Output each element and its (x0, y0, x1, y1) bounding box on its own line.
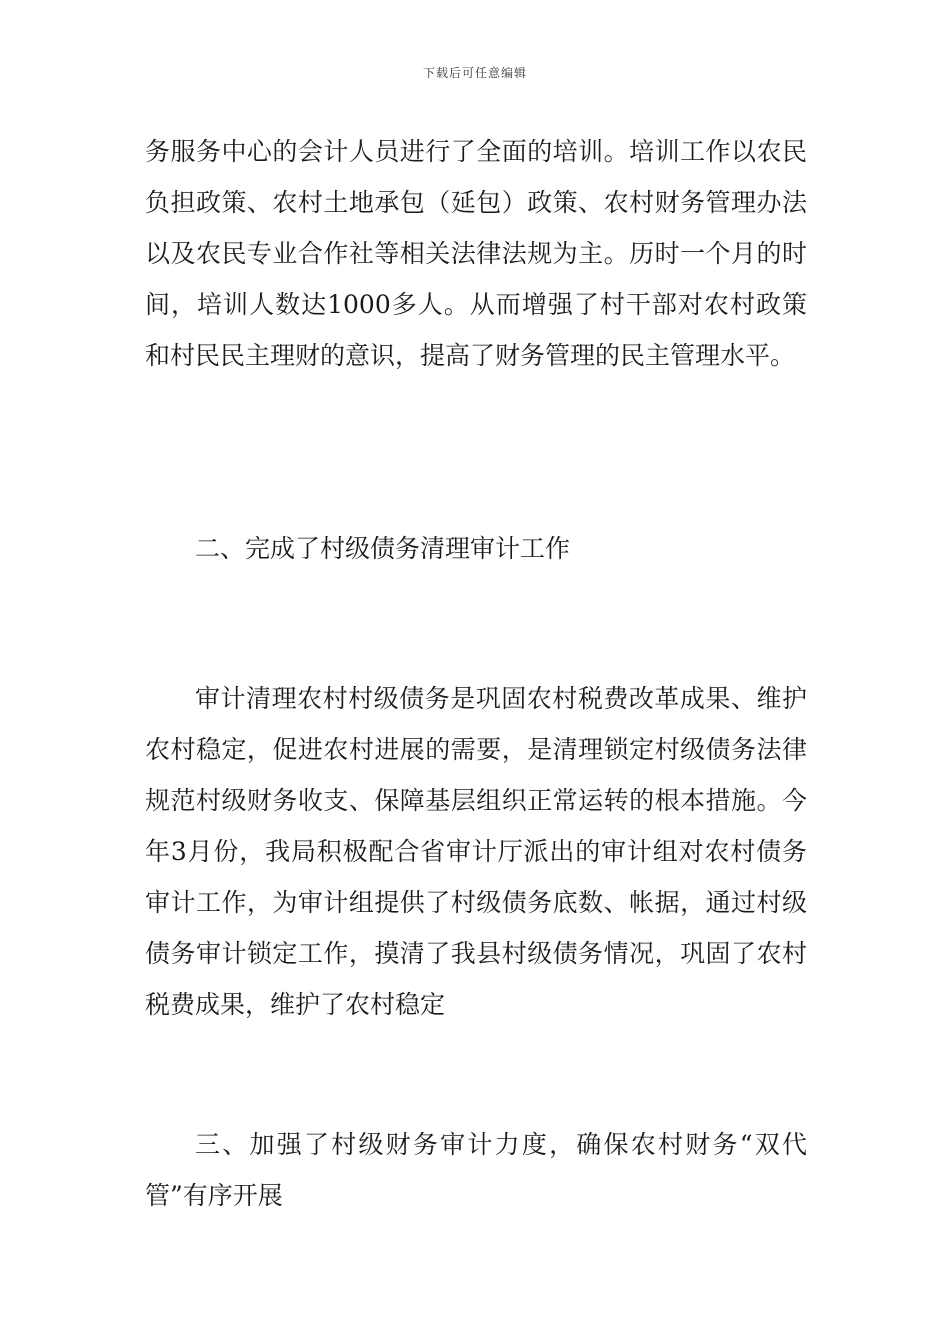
section-heading-debt-audit: 二、完成了村级债务清理审计工作 (195, 534, 571, 563)
section-heading-finance-audit: 三、加强了村级财务审计力度，确保农村财务“双代管”有序开展 (145, 1130, 807, 1210)
body-paragraph-training: 务服务中心的会计人员进行了全面的培训。培训工作以农民负担政策、农村土地承包（延包）政策、农村财务管理办法以及农民专业合作社等相关法律法规为主。历时一个月的时间，培训人数达1000多人。从而增强了村干部对农村政策和村民民主理财的意识，提高了财务管理的民主管理水平。 (145, 137, 807, 370)
body-paragraph-debt-audit: 审计清理农村村级债务是巩固农村税费改革成果、维护农村稳定，促进农村进展的需要，是清理锁定村级债务法律规范村级财务收支、保障基层组织正常运转的根本措施。今年3月份，我局积极配合省审计厅派出的审计组对农村债务审计工作，为审计组提供了村级债务底数、帐据，通过村级债务审计锁定工作，摸清了我县村级债务情况，巩固了农村税费成果，维护了农村稳定 (145, 684, 807, 1019)
page-header: 下载后可任意编辑 (422, 66, 527, 80)
